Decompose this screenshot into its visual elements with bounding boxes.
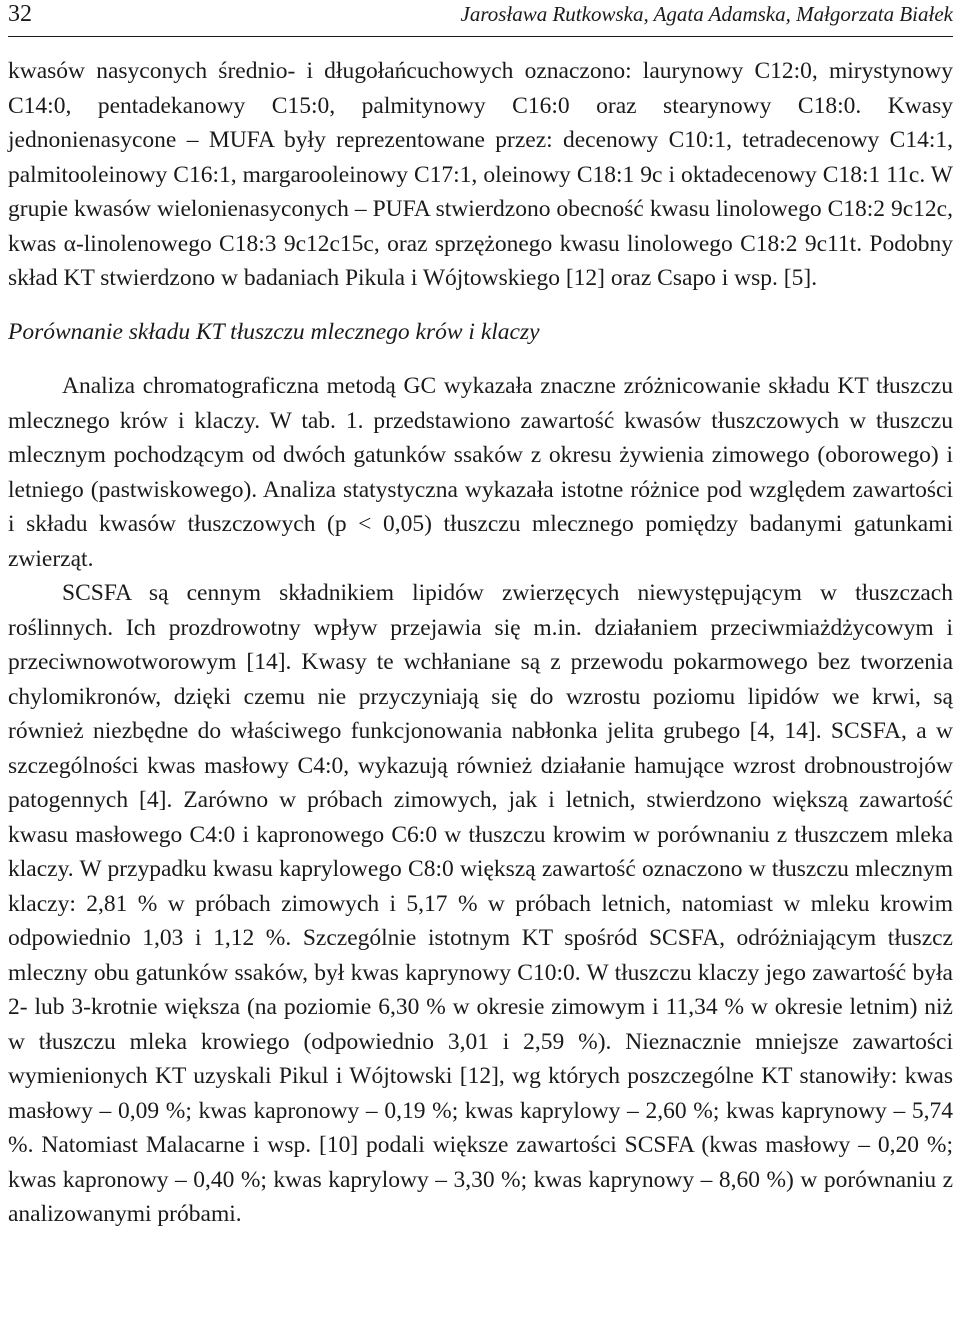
page-header xyxy=(8,0,953,37)
paragraph-scsfa: SCSFA są cennym składnikiem lipidów zwierzęcych niewystępującym w tłuszczach roślinnych. Ich prozdrowotny wpływ przejawia się m.in. działaniem przeciwmiażdżycowym i przeciwnowotworowym [14]. Kwasy te wchłaniane są z przewodu pokarmowego bez tworzenia chylomikronów, dzięki czemu nie przyczyniają się do wzrostu poziomu lipidów we krwi, są również niezbędne do właściwego funkcjonowania nabłonka jelita grubego [4, 14]. SCSFA, a w szczególności kwas masłowy C4:0, wykazują również działanie hamujące wzrost drobnoustrojów patogennych [4]. Zarówno w próbach zimowych, jak i letnich, stwierdzono większą zawartość kwasu masłowego C4:0 i kapronowego C6:0 w tłuszczu krowim w porównaniu z tłuszczem mleka klaczy. W przypadku kwasu kaprylowego C8:0 większą zawartość oznaczono w tłuszczu mlecznym klaczy: 2,81 % w próbach zimowych i 5,17 % w próbach letnich, natomiast w mleku krowim odpowiednio 1,03 i 1,12 %. Szczególnie istotnym KT spośród SCSFA, odróżniającym tłuszcz mleczny obu gatunków ssaków, był kwas kaprynowy C10:0. W tłuszczu klaczy jego zawartość była 2- lub 3-krotnie większa (na poziomie 6,30 % w okresie zimowym i 11,34 % w okresie letnim) niż w tłuszczu mleka krowiego (odpowiednio 3,01 i 2,59 %). Nieznacznie mniejsze zawartości wymienionych KT uzyskali Pikul i Wójtowski [12], wg których poszczególne KT stanowiły: kwas masłowy – 0,09 %; kwas kapronowy – 0,19 %; kwas kaprylowy – 2,60 %; kwas kaprynowy – 5,74 %. Natomiast Malacarne i wsp. [10] podali większe zawartości SCSFA (kwas masłowy – 0,20 %; kwas kapronowy – 0,40 %; kwas kaprylowy – 3,30 %; kwas kaprynowy – 8,60 %) w porównaniu z analizowanymi próbami. xyxy=(8,580,953,1227)
page-body xyxy=(8,54,953,1232)
paragraph-fatty-acids-composition: kwasów nasyconych średnio- i długołańcuchowych oznaczono: laurynowy C12:0, mirystynowy C14:0, pentadekanowy C15:0, palmitynowy C16:0 oraz stearynowy C18:0. Kwasy jednonienasycone – MUFA były reprezentowane przez: decenowy C10:1, tetradecenowy C14:1, palmitooleinowy C16:1, margarooleinowy C17:1, oleinowy C18:1 9c i oktadecenowy C18:1 11c. W grupie kwasów wielonienasyconych – PUFA stwierdzono obecność kwasu linolowego C18:2 9c12c, kwas α-linolenowego C18:3 9c12c15c, oraz sprzężonego kwasu linolowego C18:2 9c11t. Podobny skład KT stwierdzono w badaniach Pikula i Wójtowskiego [12] oraz Csapo i wsp. [5]. xyxy=(8,58,953,291)
document-page xyxy=(8,0,953,1232)
page-number: 32 xyxy=(8,1,32,27)
section-heading: Porównanie składu KT tłuszczu mlecznego krów i klaczy xyxy=(8,318,540,345)
paragraph-gc-analysis: Analiza chromatograficzna metodą GC wykazała znaczne zróżnicowanie składu KT tłuszczu mlecznego krów i klaczy. W tab. 1. przedstawiono zawartość kwasów tłuszczowych w tłuszczu mlecznym pochodzącym od dwóch gatunków ssaków z okresu żywienia zimowego (oborowego) i letniego (pastwiskowego). Analiza statystyczna wykazała istotne różnice pod względem zawartości i składu kwasów tłuszczowych (p < 0,05) tłuszczu mlecznego pomiędzy badanymi gatunkami zwierząt. xyxy=(8,373,953,572)
running-head-authors: Jarosława Rutkowska, Agata Adamska, Małgorzata Białek xyxy=(460,2,953,26)
